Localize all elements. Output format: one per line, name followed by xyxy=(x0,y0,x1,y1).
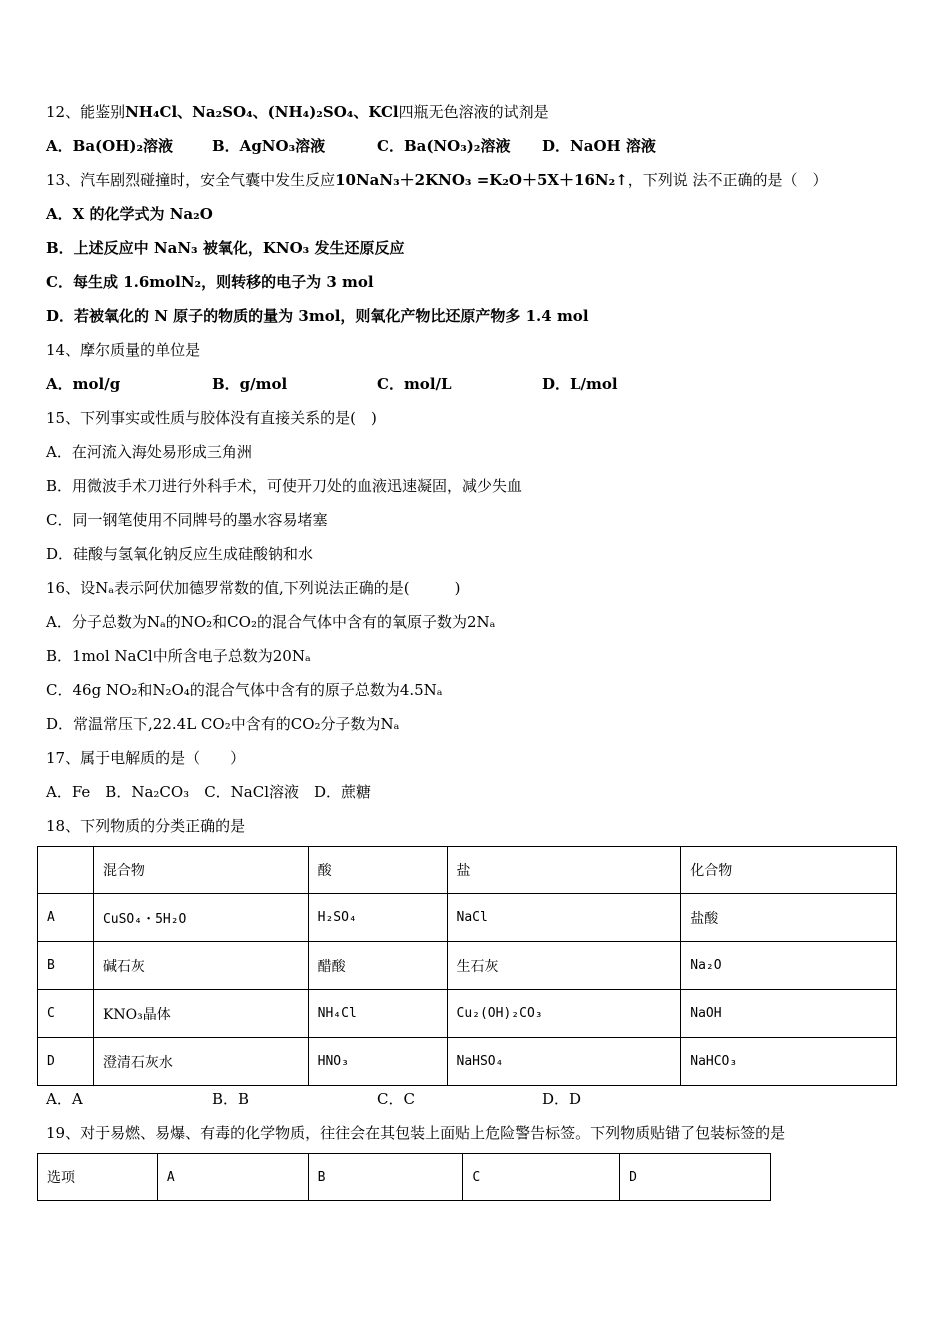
table-header-cell: D xyxy=(620,1154,771,1201)
table-cell: B xyxy=(38,942,94,990)
table-row xyxy=(38,894,897,942)
q14-option-c[interactable]: C．mol/L xyxy=(377,375,452,393)
table-cell: NaHCO₃ xyxy=(681,1038,897,1086)
table-header-cell: 盐 xyxy=(447,847,681,894)
q13-option-b[interactable]: B．上述反应中 NaN₃ 被氧化，KNO₃ 发生还原反应 xyxy=(46,239,405,257)
table-cell: H₂SO₄ xyxy=(308,894,447,942)
q17-options[interactable]: A．Fe B．Na₂CO₃ C．NaCl溶液 D．蔗糖 xyxy=(46,783,372,801)
q15-option-c[interactable]: C．同一钢笔使用不同牌号的墨水容易堵塞 xyxy=(46,511,328,529)
q14-option-a[interactable]: A．mol/g xyxy=(46,375,121,393)
table-cell: NH₄Cl xyxy=(308,990,447,1038)
q15-stem: 15、下列事实或性质与胶体没有直接关系的是( ) xyxy=(46,409,377,427)
q13-option-d[interactable]: D．若被氧化的 N 原子的物质的量为 3mol，则氧化产物比还原产物多 1.4 mol xyxy=(46,307,589,325)
table-row xyxy=(38,1038,897,1086)
table-cell: 盐酸 xyxy=(681,894,897,942)
q12-option-b[interactable]: B．AgNO₃溶液 xyxy=(212,137,326,155)
q17-stem: 17、属于电解质的是（ ） xyxy=(46,749,246,767)
q15-option-b[interactable]: B．用微波手术刀进行外科手术，可使开刀处的血液迅速凝固，减少失血 xyxy=(46,477,523,495)
q14-stem: 14、摩尔质量的单位是 xyxy=(46,341,201,359)
q14-option-b[interactable]: B．g/mol xyxy=(212,375,288,393)
table-cell: 生石灰 xyxy=(447,942,681,990)
q16-stem: 16、设Nₐ表示阿伏加德罗常数的值,下列说法正确的是( ) xyxy=(46,579,461,597)
table-cell: 澄清石灰水 xyxy=(93,1038,308,1086)
q16-option-a[interactable]: A．分子总数为Nₐ的NO₂和CO₂的混合气体中含有的氧原子数为2Nₐ xyxy=(46,613,496,631)
q16-option-d[interactable]: D．常温常压下,22.4L CO₂中含有的CO₂分子数为Nₐ xyxy=(46,715,400,733)
q19-stem: 19、对于易燃、易爆、有毒的化学物质，往往会在其包装上面贴上危险警告标签。下列物质贴错了包装标签的是 xyxy=(46,1124,786,1142)
table-cell: 醋酸 xyxy=(308,942,447,990)
table-cell: Na₂O xyxy=(681,942,897,990)
table-cell: NaOH xyxy=(681,990,897,1038)
table-cell: 碱石灰 xyxy=(93,942,308,990)
table-cell: NaCl xyxy=(447,894,681,942)
q13-stem: 13、汽车剧烈碰撞时，安全气囊中发生反应10NaN₃＋2KNO₃ =K₂O＋5X＋16N₂↑，下列说 法不正确的是（ ） xyxy=(46,171,828,189)
q16-option-c[interactable]: C．46g NO₂和N₂O₄的混合气体中含有的原子总数为4.5Nₐ xyxy=(46,681,443,699)
table-header-row xyxy=(38,847,897,894)
table-header-cell xyxy=(38,847,94,894)
table-cell: KNO₃晶体 xyxy=(93,990,308,1038)
table-cell: A xyxy=(38,894,94,942)
q12-stem: 12、能鉴别NH₄Cl、Na₂SO₄、(NH₄)₂SO₄、KCl四瓶无色溶液的试剂是 xyxy=(46,103,549,121)
q13-option-a[interactable]: A．X 的化学式为 Na₂O xyxy=(46,205,213,223)
q14-option-d[interactable]: D．L/mol xyxy=(542,375,618,393)
table-cell: D xyxy=(38,1038,94,1086)
q12-option-c[interactable]: C．Ba(NO₃)₂溶液 xyxy=(377,137,511,155)
table-header-cell: C xyxy=(463,1154,620,1201)
q12-option-a[interactable]: A．Ba(OH)₂溶液 xyxy=(46,137,174,155)
q18-option-c[interactable]: C．C xyxy=(377,1090,415,1108)
table-row xyxy=(38,942,897,990)
q18-classification-table xyxy=(37,846,897,1086)
table-cell: HNO₃ xyxy=(308,1038,447,1086)
table-header-cell: 酸 xyxy=(308,847,447,894)
table-row xyxy=(38,990,897,1038)
table-header-cell: 化合物 xyxy=(681,847,897,894)
table-cell: NaHSO₄ xyxy=(447,1038,681,1086)
table-header-cell: B xyxy=(308,1154,463,1201)
q18-option-b[interactable]: B．B xyxy=(212,1090,250,1108)
q12-option-d[interactable]: D．NaOH 溶液 xyxy=(542,137,656,155)
q13-option-c[interactable]: C．每生成 1.6molN₂，则转移的电子为 3 mol xyxy=(46,273,374,291)
table-header-cell: 选项 xyxy=(38,1154,158,1201)
q18-option-a[interactable]: A．A xyxy=(46,1090,83,1108)
table-cell: CuSO₄・5H₂O xyxy=(93,894,308,942)
q18-option-d[interactable]: D．D xyxy=(542,1090,582,1108)
table-header-cell: 混合物 xyxy=(93,847,308,894)
table-cell: Cu₂(OH)₂CO₃ xyxy=(447,990,681,1038)
q16-option-b[interactable]: B．1mol NaCl中所含电子总数为20Nₐ xyxy=(46,647,311,665)
table-header-row xyxy=(38,1154,771,1201)
q19-label-table xyxy=(37,1153,771,1201)
table-cell: C xyxy=(38,990,94,1038)
table-header-cell: A xyxy=(157,1154,308,1201)
q18-stem: 18、下列物质的分类正确的是 xyxy=(46,817,246,835)
q15-option-d[interactable]: D．硅酸与氢氧化钠反应生成硅酸钠和水 xyxy=(46,545,314,563)
q15-option-a[interactable]: A．在河流入海处易形成三角洲 xyxy=(46,443,252,461)
